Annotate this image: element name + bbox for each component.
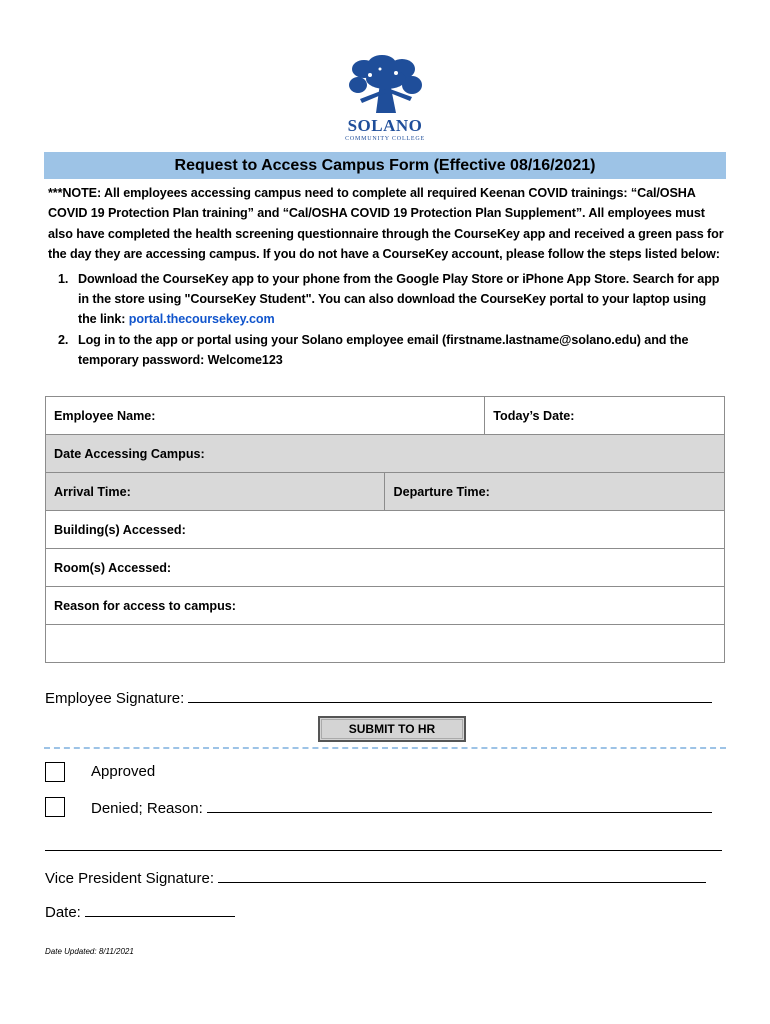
oak-tree-logo-icon: [346, 55, 424, 115]
note-text: ***NOTE: All employees accessing campus need to complete all required Keenan COVID trainings: “Cal/OSHA COVID 19 Protection Plan training” and “Cal/OSHA COVID 19 Protection Plan Supplement”. All employees must also have completed the health screening questionnaire through the CourseKey app and received a green pass for the day they are accessing campus. If you do not have a CourseKey account, please follow the steps listed below:: [48, 186, 724, 262]
submit-to-hr-button[interactable]: SUBMIT TO HR: [318, 716, 466, 742]
employee-signature-row: [45, 688, 725, 707]
coursekey-portal-link[interactable]: portal.thecoursekey.com: [128, 312, 275, 327]
approved-label: Approved: [91, 763, 156, 780]
rooms-field[interactable]: Room(s) Accessed:: [46, 549, 725, 587]
date-label: Date:: [45, 904, 81, 921]
step-item: [48, 330, 728, 371]
logo-subtitle: COMMUNITY COLLEGE: [345, 136, 425, 142]
vp-signature-input[interactable]: [218, 868, 706, 883]
access-fields-table: [45, 396, 725, 663]
denied-label: [91, 798, 712, 817]
logo-name: SOLANO: [347, 116, 423, 135]
steps-list: [48, 269, 728, 371]
step-number: 1.: [58, 271, 69, 286]
denied-checkbox[interactable]: [45, 797, 65, 817]
date-accessing-field[interactable]: Date Accessing Campus:: [46, 435, 725, 473]
employee-signature-input[interactable]: [188, 688, 712, 703]
employee-name-field[interactable]: Employee Name:: [46, 397, 485, 435]
college-logo: [330, 55, 440, 140]
reason-field[interactable]: Reason for access to campus:: [46, 587, 725, 625]
date-input[interactable]: [85, 902, 235, 917]
employee-signature-label: Employee Signature:: [45, 690, 185, 707]
section-divider: [44, 747, 726, 749]
approved-checkbox[interactable]: [45, 762, 65, 782]
date-row: [45, 902, 235, 921]
step-number: 2.: [58, 332, 69, 347]
todays-date-field[interactable]: Today’s Date:: [485, 397, 725, 435]
denied-reason-label: Denied; Reason:: [91, 800, 203, 817]
buildings-field[interactable]: Building(s) Accessed:: [46, 511, 725, 549]
vp-signature-row: [45, 868, 706, 887]
reason-field-continued[interactable]: [46, 625, 725, 663]
date-updated: Date Updated: 8/11/2021: [45, 947, 134, 956]
step-text: Log in to the app or portal using your Solano employee email (firstname.lastname@solano.edu) and the temporary password: Welcome123: [78, 332, 689, 368]
denied-reason-input[interactable]: [207, 798, 712, 813]
departure-time-field[interactable]: Departure Time:: [385, 473, 725, 511]
step-text: Download the CourseKey app to your phone from the Google Play Store or iPhone App Store. Search for app in the store using "CourseKey Student". You can also download the CourseKey portal to your laptop using the link:: [78, 271, 720, 327]
denied-reason-continued-line[interactable]: [45, 850, 722, 851]
arrival-time-field[interactable]: Arrival Time:: [46, 473, 385, 511]
instructions: [48, 183, 728, 371]
vp-signature-label: Vice President Signature:: [45, 870, 214, 887]
step-item: [48, 269, 728, 330]
form-title: Request to Access Campus Form (Effective 08/16/2021): [44, 152, 726, 179]
